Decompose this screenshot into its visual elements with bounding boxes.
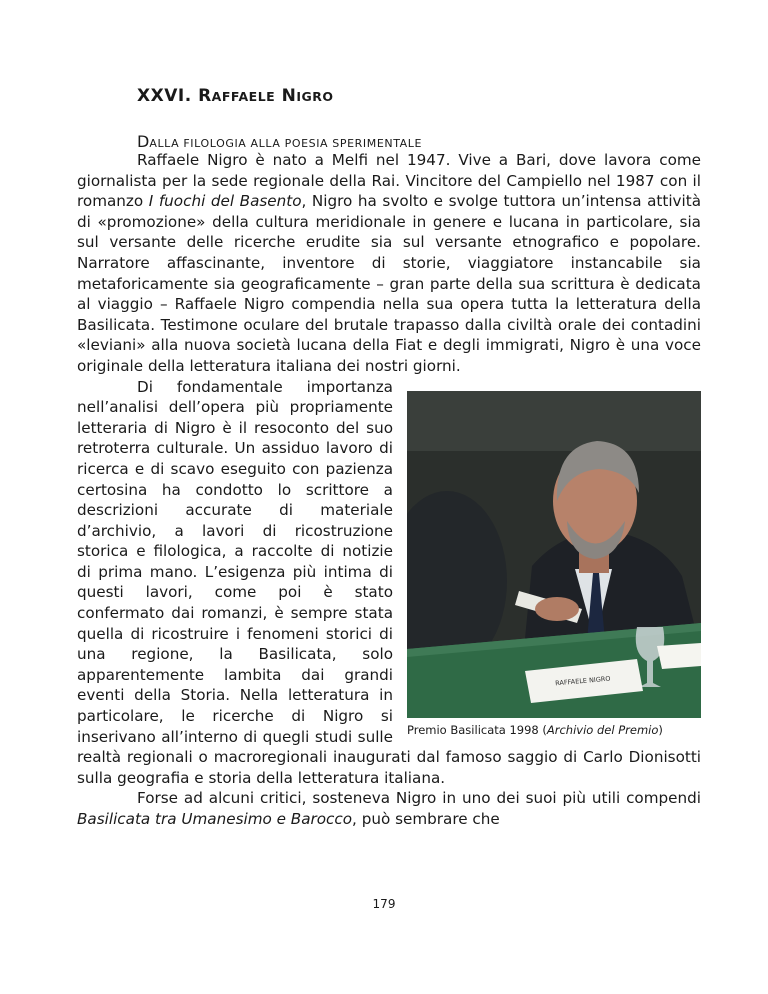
chapter-title [137, 86, 334, 106]
chapter-name-first-initial: R [198, 86, 212, 106]
paragraph-3-text-a: Forse ad alcuni critici, sosteneva Nigro in uno dei suoi più utili compendi [137, 789, 701, 808]
caption-text: Premio Basilicata 1998 ( [407, 722, 547, 737]
paragraph-3 [77, 788, 701, 829]
figure [407, 391, 701, 743]
chapter-name-last-rest: IGRO [296, 89, 334, 104]
chapter-number: XXVI. [137, 86, 192, 106]
figure-caption [407, 723, 701, 737]
figure-photo [407, 391, 701, 718]
paragraph-1-text-b: , Nigro ha svolto e svolge tuttora un’intensa attività di «promozione» della cultura meridionale in genere e lucana in particolare, sia sul versante delle ricerche erudite sia sul versante etnografico e popolare. Narratore affascinante, inventore di storie, viaggiatore instancabile sia metaforicamente sia geograficamente – gran parte della sua scrittura è dedicata al viaggio – Raffaele Nigro compendia nella sua opera tutta la letteratura della Basilicata. Testimone oculare del brutale trapasso dalla civiltà orale dei contadini «leviani» alla nuova società lucana della Fiat e degli immigrati, Nigro è una voce originale della letteratura italiana dei nostri giorni. [77, 192, 702, 375]
section-heading [137, 132, 422, 151]
paragraph-1 [77, 150, 701, 377]
page-number: 179 [372, 897, 396, 911]
chapter-name-first-rest: AFFAELE [211, 89, 276, 104]
section-heading-initial: D [137, 132, 150, 151]
paragraph-3-text-b: , può sembrare che [352, 810, 500, 828]
photo-illustration [407, 391, 701, 718]
paragraph-1-text-a: Raffaele Nigro è nato a Melfi nel 1947. Vive a Bari, dove lavora come giornalista per la sede regionale della Rai. Vincitore del Campiello nel 1987 con il romanzo [77, 151, 701, 211]
caption-source: Archivio del Premio [546, 722, 659, 737]
caption-close: ) [658, 722, 663, 737]
hands-shape [535, 597, 579, 621]
paragraph-2-text: Di fondamentale importanza nell’analisi dell’opera più propriamente letteraria di Nigro è il resoconto del suo retroterra culturale. Un assiduo lavoro di ricerca e di scavo eseguito con pazienza certosina ha condotto lo scrittore a descrizioni accurate di materiale d’archivio, a lavori di ricostruzione storica e filologica, a raccolte di notizie di prima mano. L’esigenza più intima di questi lavori, come poi è stato confermato dai romanzi, è sempre stata quella di ricostruire i fenomeni storici di una regione, la Basilicata, solo apparentemente lambita dai grandi eventi della Storia. Nella letteratura in particolare, le ricerche di Nigro si inserivano all’interno di quegli studi sulle realtà regionali o macroregionali inaugurati dal famoso saggio di Carlo Dionisotti sulla geografia e storia della letteratura italiana. [77, 377, 701, 787]
body-text [77, 150, 701, 830]
chapter-name-last-initial: N [281, 86, 297, 106]
novel-title: I fuochi del Basento [148, 192, 302, 211]
nameplate-text: RAFFAELE NIGRO [554, 674, 611, 687]
book-title: Basilicata tra Umanesimo e Barocco [77, 810, 353, 828]
section-heading-rest: ALLA FILOLOGIA ALLA POESIA SPERIMENTALE [149, 137, 423, 150]
